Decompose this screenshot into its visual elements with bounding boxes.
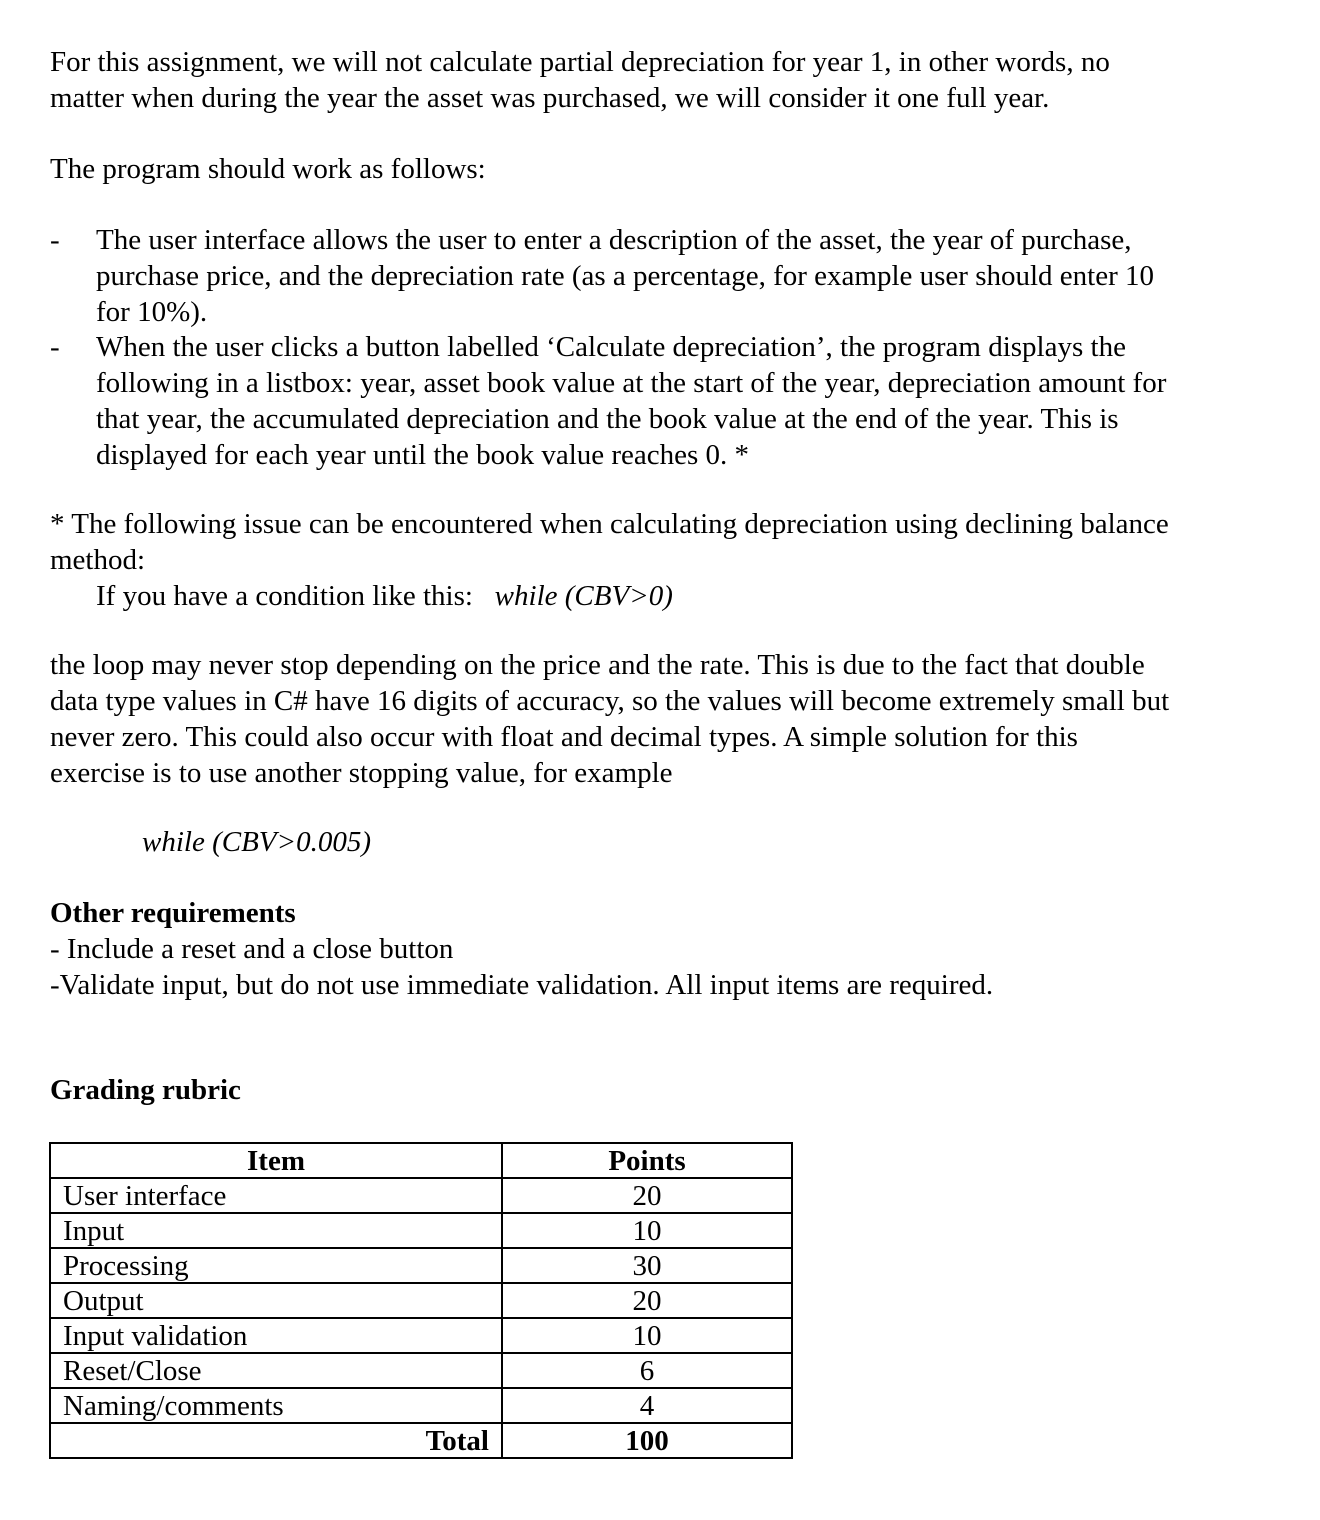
table-row [50, 1248, 792, 1283]
other-requirements [50, 895, 1280, 1003]
item-cell: Input [50, 1213, 502, 1248]
item-cell: User interface [50, 1178, 502, 1213]
bullet-line: that year, the accumulated depreciation and the book value at the end of the year. This is [96, 403, 1119, 435]
bullet-line: The user interface allows the user to enter a description of the asset, the year of purchase, [96, 224, 1132, 256]
points-cell: 20 [502, 1178, 792, 1213]
intro-line-2: matter when during the year the asset was purchased, we will consider it one full year. [50, 82, 1050, 114]
condition-prefix: If you have a condition like this: [96, 580, 473, 612]
bullet-line: purchase price, and the depreciation rate (as a percentage, for example user should enter 10 [96, 260, 1155, 292]
bullet-line: displayed for each year until the book value reaches 0. * [96, 439, 750, 471]
requirement-line-2: -Validate input, but do not use immediate validation. All input items are required. [50, 969, 994, 1001]
note-paragraph [50, 506, 1280, 614]
table-header-row [50, 1143, 792, 1178]
points-cell: 4 [502, 1388, 792, 1423]
header-item: Item [50, 1143, 502, 1178]
bullet-line: following in a listbox: year, asset book value at the start of the year, depreciation amount for [96, 367, 1167, 399]
rubric-heading: Grading rubric [50, 1074, 241, 1106]
points-cell: 20 [502, 1283, 792, 1318]
item-cell: Reset/Close [50, 1353, 502, 1388]
table-row [50, 1388, 792, 1423]
bullet-dash: - [50, 331, 60, 363]
table-row [50, 1318, 792, 1353]
item-cell: Output [50, 1283, 502, 1318]
other-requirements-heading: Other requirements [50, 897, 296, 929]
example-code: while (CBV>0.005) [142, 826, 371, 858]
table-row [50, 1353, 792, 1388]
table-row [50, 1178, 792, 1213]
total-value: 100 [502, 1423, 792, 1458]
intro-line-1: For this assignment, we will not calculate partial depreciation for year 1, in other words, no [50, 46, 1110, 78]
points-cell: 30 [502, 1248, 792, 1283]
table-total-row [50, 1423, 792, 1458]
item-cell: Input validation [50, 1318, 502, 1353]
total-label: Total [50, 1423, 502, 1458]
points-cell: 10 [502, 1213, 792, 1248]
table-row [50, 1213, 792, 1248]
bullet-text [96, 329, 1256, 473]
item-cell: Naming/comments [50, 1388, 502, 1423]
condition-code: while (CBV>0) [494, 580, 673, 612]
requirement-line-1: - Include a reset and a close button [50, 933, 454, 965]
header-points: Points [502, 1143, 792, 1178]
bullet-line: for 10%). [96, 296, 208, 328]
explanation-line-2: data type values in C# have 16 digits of accuracy, so the values will become extremely small but [50, 685, 1170, 717]
item-cell: Processing [50, 1248, 502, 1283]
intro-paragraph [50, 44, 1280, 116]
explanation-paragraph [50, 647, 1280, 791]
program-intro: The program should work as follows: [50, 153, 486, 185]
note-line-1: * The following issue can be encountered when calculating depreciation using declining balance [50, 508, 1169, 540]
explanation-line-1: the loop may never stop depending on the price and the rate. This is due to the fact that double [50, 649, 1145, 681]
note-condition [50, 578, 1280, 614]
points-cell: 6 [502, 1353, 792, 1388]
note-line-2: method: [50, 544, 146, 576]
bullet-dash: - [50, 224, 60, 256]
bullet-text [96, 222, 1256, 330]
bullet-line: When the user clicks a button labelled ‘Calculate depreciation’, the program displays the [96, 331, 1126, 363]
points-cell: 10 [502, 1318, 792, 1353]
table-row [50, 1283, 792, 1318]
rubric-table [49, 1142, 793, 1459]
explanation-line-4: exercise is to use another stopping value, for example [50, 757, 673, 789]
explanation-line-3: never zero. This could also occur with float and decimal types. A simple solution for this [50, 721, 1078, 753]
